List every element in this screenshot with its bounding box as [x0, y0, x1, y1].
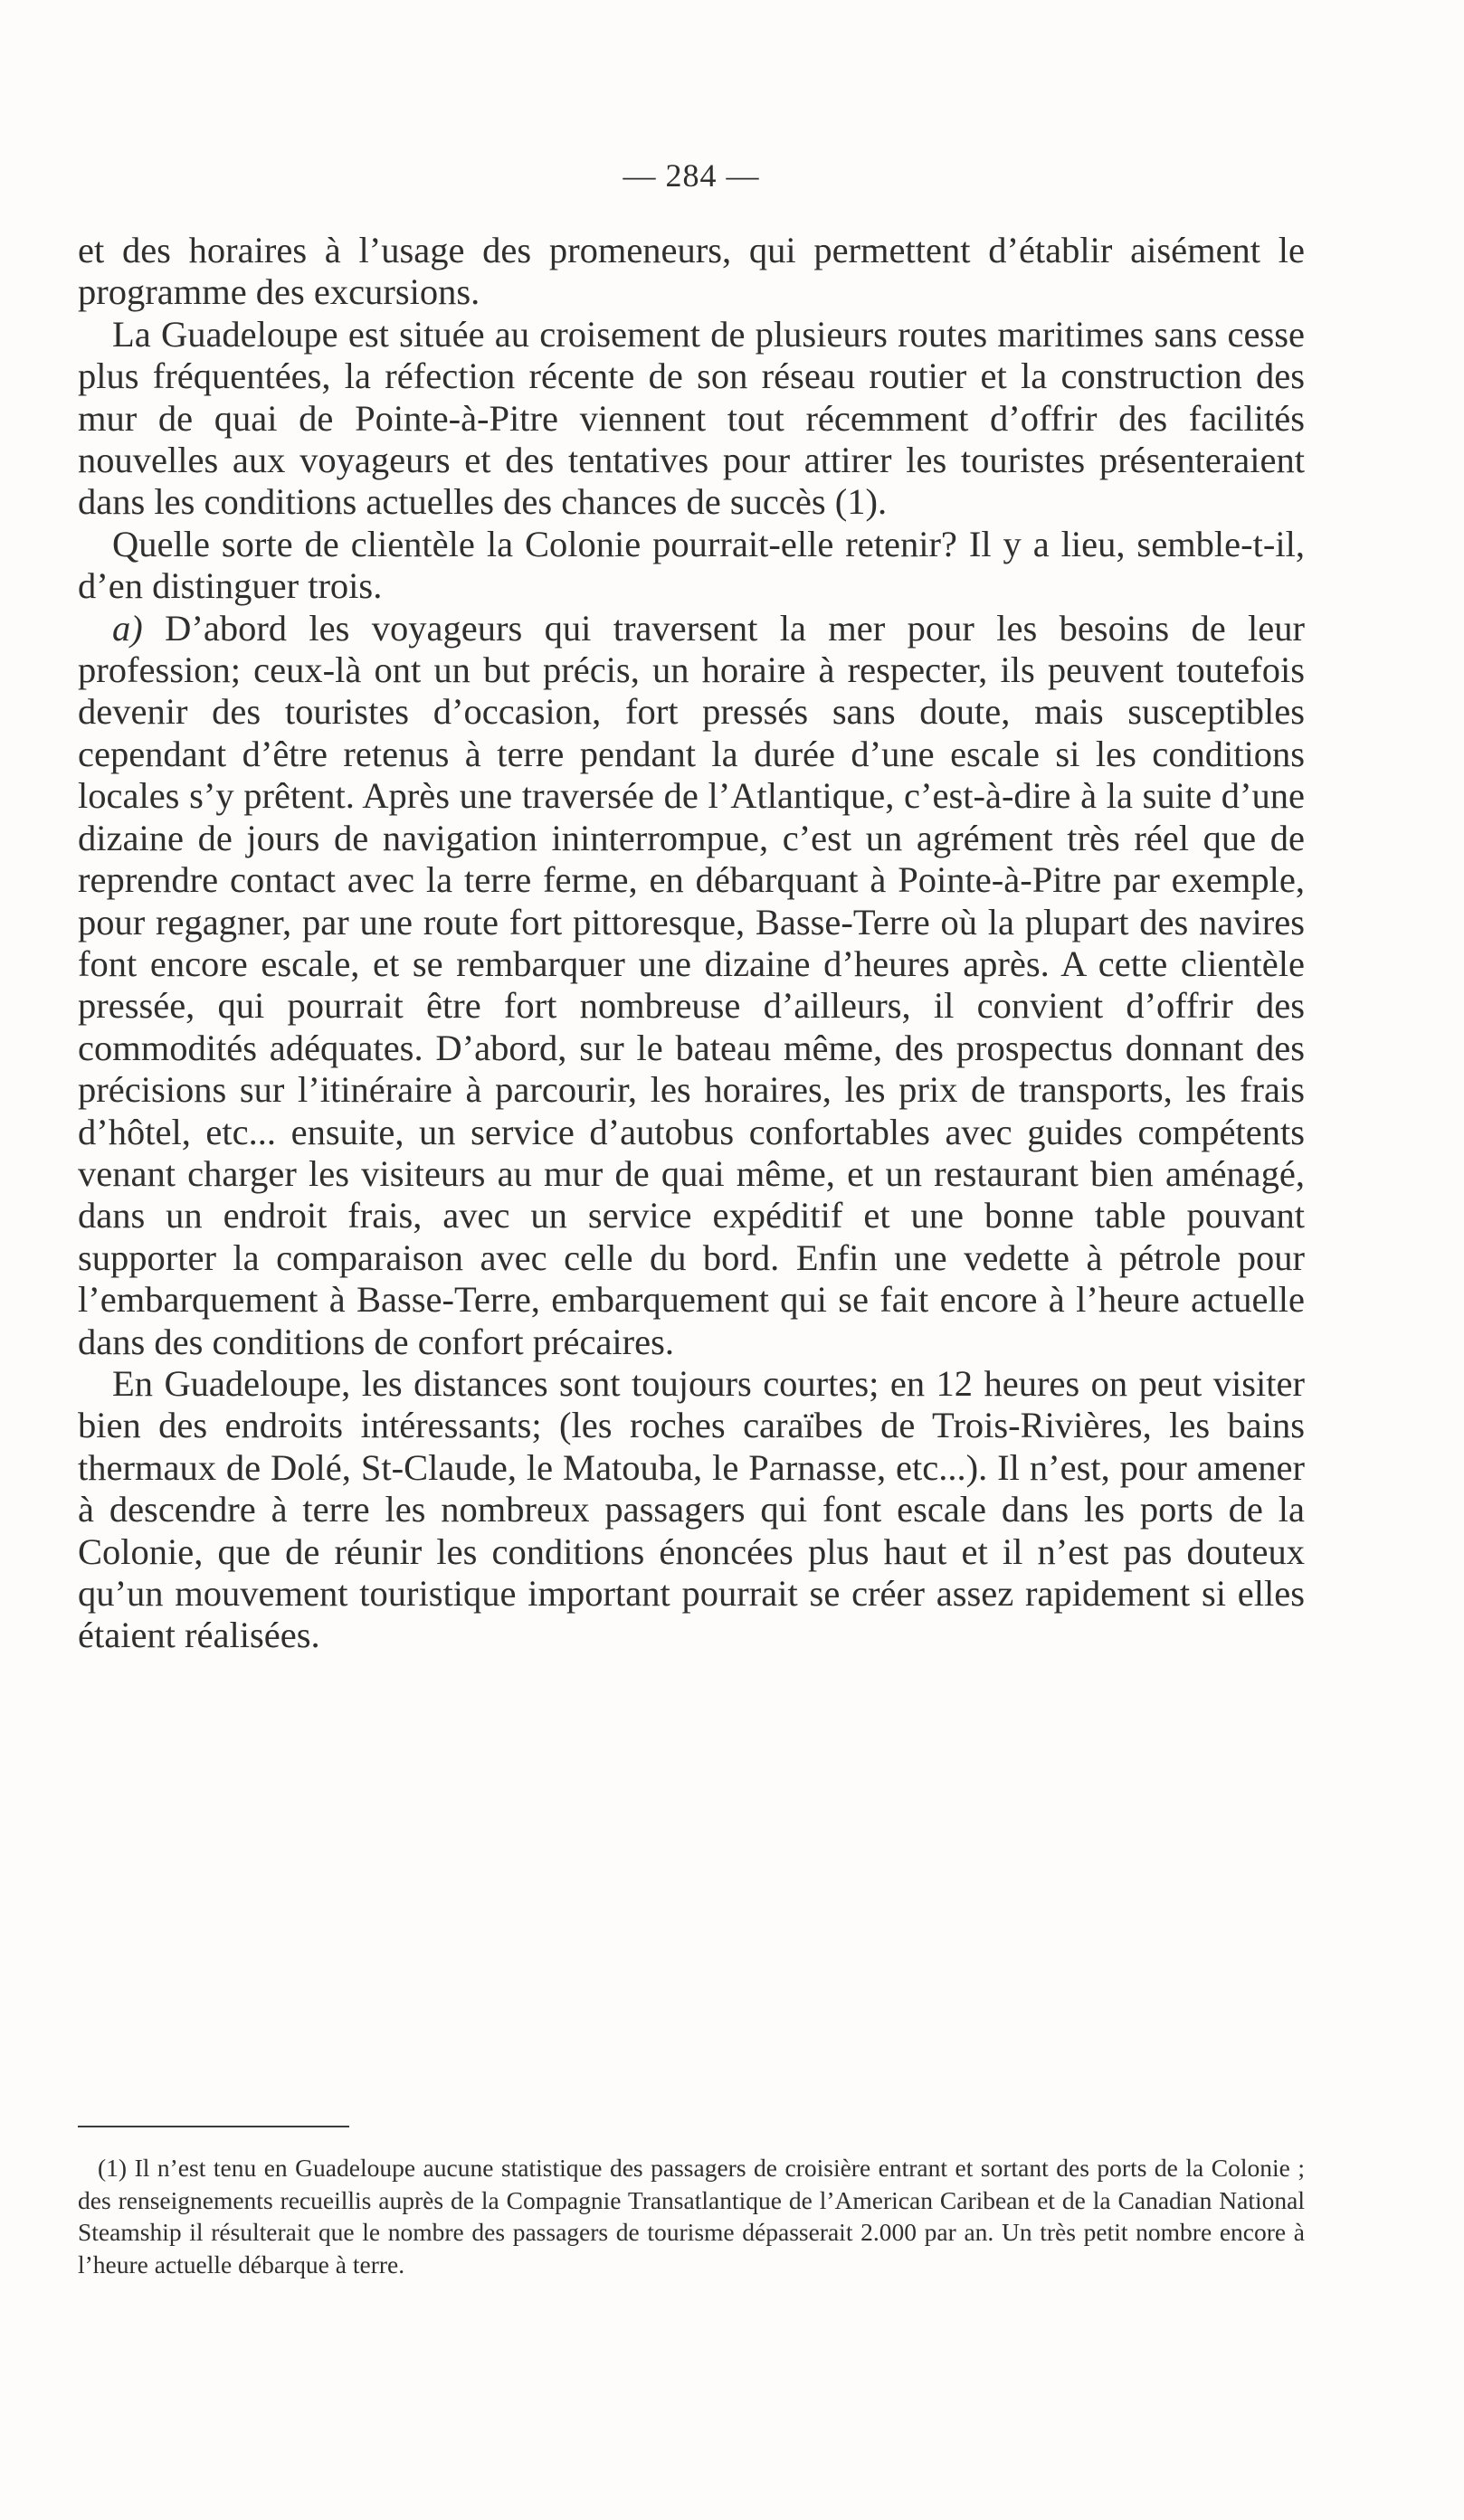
page-number: — 284 — [623, 157, 760, 194]
paragraph-distances: En Guadeloupe, les distances sont toujours courtes; en 12 heures on peut visiter bien des endroits intéressants; (les roches caraïbes de Trois-Rivières, les bains thermaux de Dolé, St-Claude, le Matouba, le Parnasse, etc...). Il n’est, pour amener à descendre à terre les nombreux passagers qui font escale dans les ports de la Colonie, que de réunir les conditions énoncées plus haut et il n’est pas douteux qu’un mouvement touristique important pourrait se créer assez rapidement si elles étaient réalisées. [78, 1362, 1305, 1656]
paragraph-clientele-question: Quelle sorte de clientèle la Colonie pourrait-elle retenir? Il y a lieu, semble-t-il, d’en distinguer trois. [78, 523, 1305, 607]
footnote: (1) Il n’est tenu en Guadeloupe aucune statistique des passagers de croisière entrant et sortant des ports de la Colonie ; des renseignements recueillis auprès de la Compagnie Transatlantique de l’American Caribean et de la Canadian National Steamship il résulterait que le nombre des passagers de tourisme dépasserait 2.000 par an. Un très petit nombre encore à l’heure actuelle débarque à terre. [78, 2154, 1305, 2278]
paragraph-a-text: D’abord les voyageurs qui traversent la mer pour les besoins de leur profession; ceux-là ont un but précis, un horaire à respecter, ils peuvent toutefois devenir des touristes d’occasion, fort pressés sans doute, mais susceptibles cependant d’être retenus à terre pendant la durée d’une escale si les conditions locales s’y prêtent. Après une traversée de l’Atlantique, c’est-à-dire à la suite d’une dizaine de jours de navigation ininterrompue, c’est un agrément très réel que de reprendre contact avec la terre ferme, en débarquant à Pointe-à-Pitre par exemple, pour regagner, par une route fort pittoresque, Basse-Terre où la plupart des navires font encore escale, et se rembarquer une dizaine d’heures après. A cette clientèle pressée, qui pourrait être fort nombreuse d’ailleurs, il convient d’offrir des commodités adéquates. D’abord, sur le bateau même, des prospectus donnant des précisions sur l’itinéraire à parcourir, les horaires, les prix de transports, les frais d’hôtel, etc... ensuite, un service d’autobus confortables avec guides compétents venant charger les visiteurs au mur de quai même, et un restaurant bien aménagé, dans un endroit frais, avec un service expéditif et une bonne table pouvant supporter la comparaison avec celle du bord. Enfin une vedette à pétrole pour l’embarquement à Basse-Terre, embarquement qui se fait encore à l’heure actuelle dans des conditions de confort précaires. [78, 607, 1305, 1362]
body-text [78, 230, 1305, 1657]
footnote-separator [78, 2126, 349, 2127]
paragraph-a-voyageurs [78, 608, 1305, 1363]
paragraph-intro-continuation: et des horaires à l’usage des promeneurs, qui permettent d’établir aisément le programme des excursions. [78, 230, 1305, 313]
list-marker-a: a) [112, 607, 143, 649]
paragraph-guadeloupe-routes: La Guadeloupe est située au croisement de plusieurs routes maritimes sans cesse plus fréquentées, la réfection récente de son réseau routier et la construction des mur de quai de Pointe-à-Pitre viennent tout récemment d’offrir des facilités nouvelles aux voyageurs et des tentatives pour attirer les touristes présenteraient dans les conditions actuelles des chances de succès (1). [78, 313, 1305, 523]
